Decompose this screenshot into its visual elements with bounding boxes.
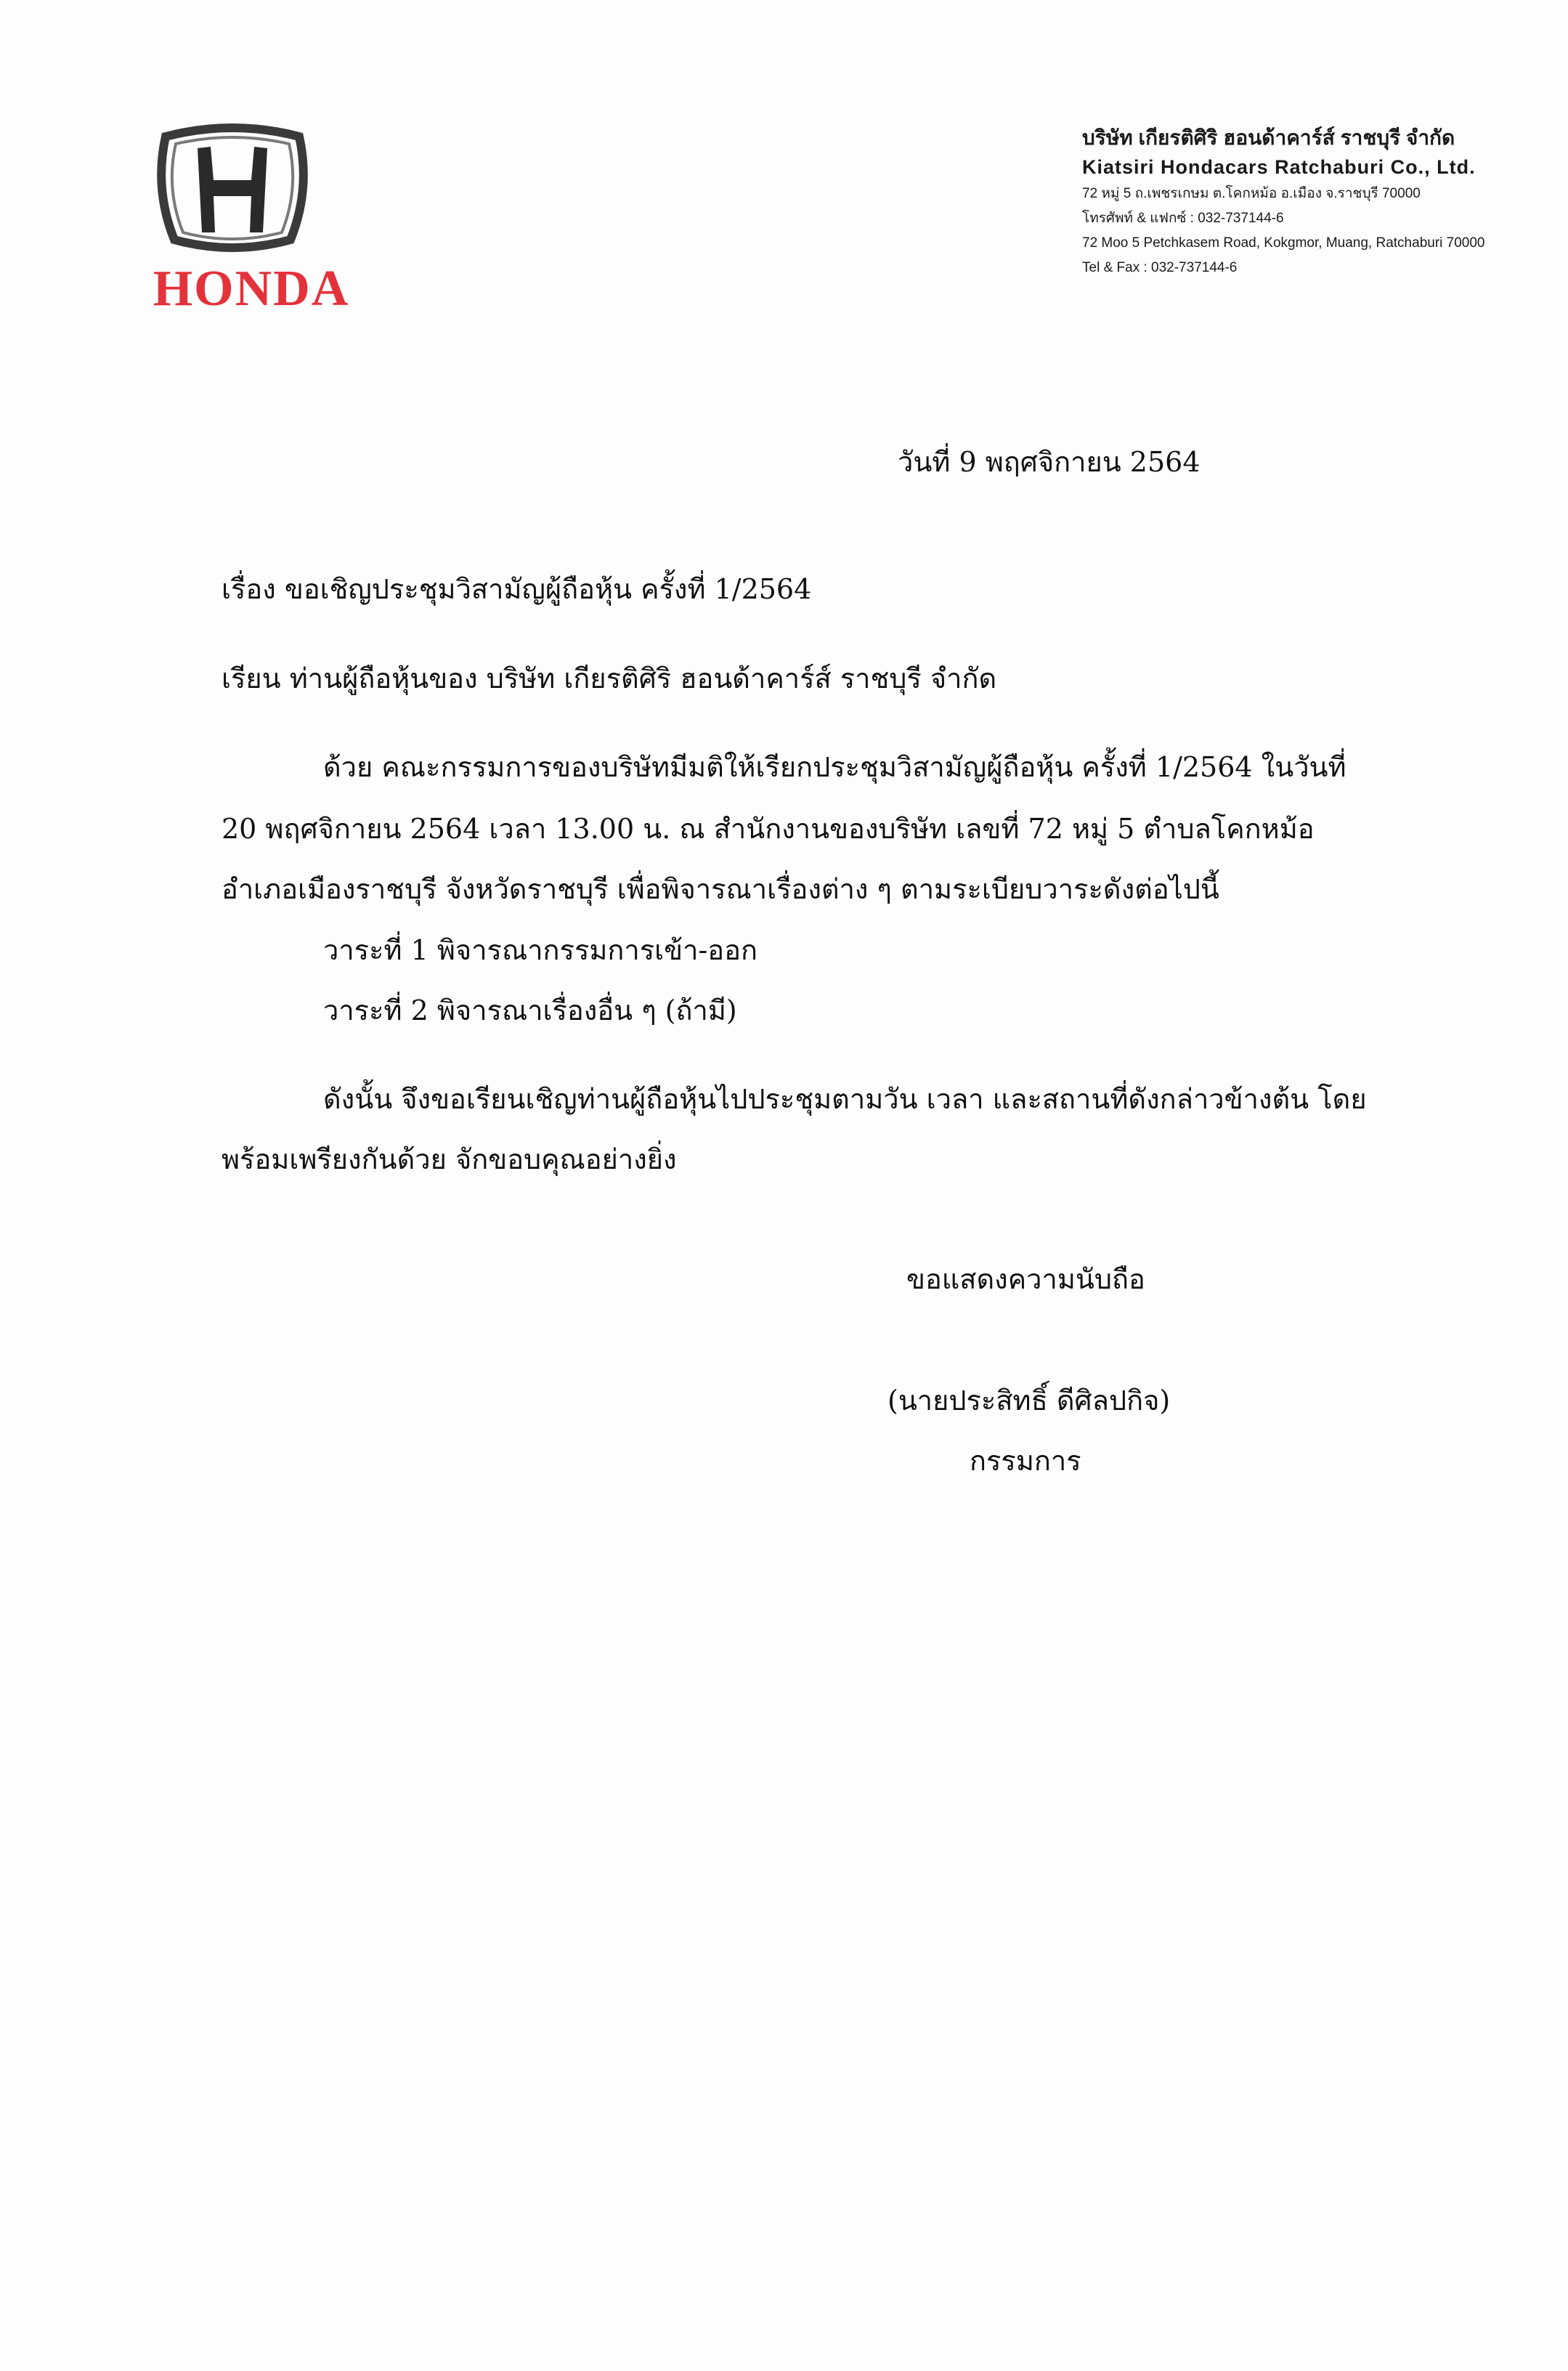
company-address-en: 72 Moo 5 Petchkasem Road, Kokgmor, Muang, Ratchaburi 70000 bbox=[1082, 235, 1485, 251]
company-address-th: 72 หมู่ 5 ถ.เพชรเกษม ต.โคกหม้อ อ.เมือง จ.ราชบุรี 70000 bbox=[1082, 186, 1421, 201]
paragraph-line: ด้วย คณะกรรมการของบริษัทมีมติให้เรียกประชุมวิสามัญผู้ถือหุ้น ครั้งที่ 1/2564 ในวันที่ bbox=[323, 751, 1346, 783]
letter-salutation: เรียน ท่านผู้ถือหุ้นของ บริษัท เกียรติศิริ ฮอนด้าคาร์ส์ ราชบุรี จำกัด bbox=[222, 662, 997, 694]
paragraph-line: ดังนั้น จึงขอเรียนเชิญท่านผู้ถือหุ้นไปประชุมตามวัน เวลา และสถานที่ดังกล่าวข้างต้น โดย bbox=[323, 1083, 1367, 1115]
company-phone-th: โทรศัพท์ & แฟกซ์ : 032-737144-6 bbox=[1082, 211, 1284, 226]
company-header bbox=[1082, 123, 1547, 280]
paragraph-line: 20 พฤศจิกายน 2564 เวลา 13.00 น. ณ สำนักงานของบริษัท เลขที่ 72 หมู่ 5 ตำบลโคกหม้อ bbox=[222, 813, 1315, 845]
honda-h-emblem-icon bbox=[153, 123, 312, 254]
letter-closing: ขอแสดงความนับถือ bbox=[906, 1263, 1145, 1295]
signer-position: กรรมการ bbox=[970, 1445, 1081, 1477]
letter-subject: เรื่อง ขอเชิญประชุมวิสามัญผู้ถือหุ้น ครั้งที่ 1/2564 bbox=[222, 573, 812, 605]
company-phone-en: Tel & Fax : 032-737144-6 bbox=[1082, 260, 1238, 275]
company-name-en: Kiatsiri Hondacars Ratchaburi Co., Ltd. bbox=[1082, 156, 1476, 178]
honda-wordmark: HONDA bbox=[153, 261, 350, 317]
agenda-item: วาระที่ 2 พิจารณาเรื่องอื่น ๆ (ถ้ามี) bbox=[323, 994, 737, 1026]
company-name-th: บริษัท เกียรติศิริ ฮอนด้าคาร์ส์ ราชบุรี จำกัด bbox=[1082, 126, 1455, 149]
honda-logo bbox=[153, 123, 385, 320]
signer-name: (นายประสิทธิ์ ดีศิลปกิจ) bbox=[887, 1385, 1171, 1416]
agenda-item: วาระที่ 1 พิจารณากรรมการเข้า-ออก bbox=[323, 934, 757, 966]
paragraph-line: อำเภอเมืองราชบุรี จังหวัดราชบุรี เพื่อพิจารณาเรื่องต่าง ๆ ตามระเบียบวาระดังต่อไปนี้ bbox=[222, 873, 1219, 905]
paragraph-line: พร้อมเพรียงกันด้วย จักขอบคุณอย่างยิ่ง bbox=[222, 1143, 677, 1175]
letter-date: วันที่ 9 พฤศจิกายน 2564 bbox=[898, 446, 1201, 478]
